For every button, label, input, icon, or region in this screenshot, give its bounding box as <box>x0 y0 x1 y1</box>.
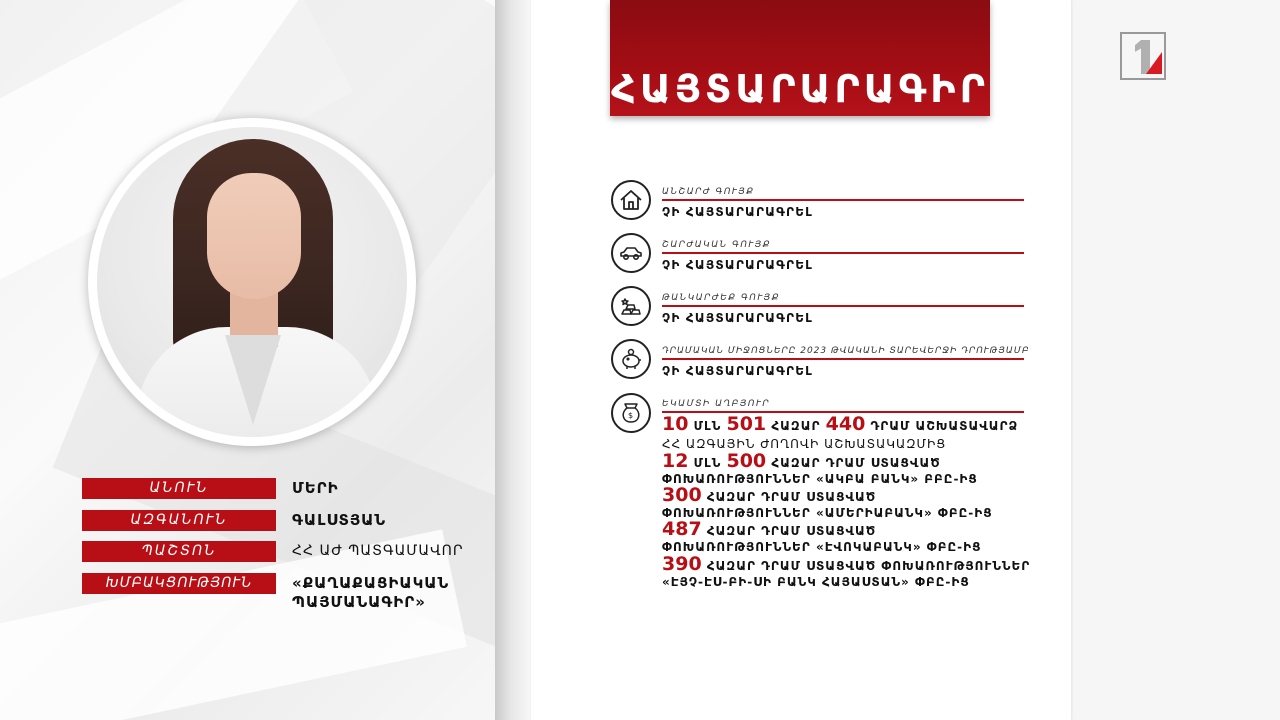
channel-one-logo <box>1120 32 1166 80</box>
faction-label: ԽՄԲԱԿՑՈՒԹՅՈՒՆ <box>82 573 276 594</box>
income-source-label: ԵԿԱՄՏԻ ԱՂԲՅՈՒՐ <box>662 399 771 409</box>
divider-line <box>662 305 1024 307</box>
income-amount: 500 <box>726 450 767 472</box>
income-amount: 487 <box>662 518 702 540</box>
svg-text:$: $ <box>628 411 634 420</box>
real-estate-value: ՉԻ ՀԱՅՏԱՐԱՐԱԳՐԵԼ <box>662 205 814 219</box>
title-banner <box>610 0 990 116</box>
income-unit: ՄԼՆ <box>693 456 722 470</box>
logo-numeral <box>1135 40 1150 74</box>
income-description: ՀԱԶԱՐ ԴՐԱՄ ՍՏԱՑՎԱԾ <box>771 456 941 470</box>
faction-value-line2: ՊԱՅՄԱՆԱԳԻՐ» <box>292 593 426 611</box>
portrait-photo <box>97 127 407 437</box>
surname-value: ԳԱԼՍՏՅԱՆ <box>292 511 387 529</box>
income-description: ՀԱԶԱՐ ԴՐԱՄ ՍՏԱՑՎԱԾ <box>706 490 877 504</box>
portrait-face <box>207 173 301 299</box>
income-amount: 300 <box>662 484 702 506</box>
position-label: ՊԱՇՏՈՆ <box>82 541 276 562</box>
faction-value-line1: «ՔԱՂԱՔԱՑԻԱԿԱՆ <box>292 574 450 592</box>
income-entry-4 <box>662 518 877 540</box>
income-amount: 440 <box>825 413 866 435</box>
income-description: ՀԱԶԱՐ ԴՐԱՄ ՍՏԱՑՎԱԾ ՓՈԽԱՌՈՒԹՅՈՒՆՆԵՐ <box>706 559 1031 573</box>
vehicles-label: ՇԱՐԺԱԿԱՆ ԳՈՒՅՔ <box>662 240 772 250</box>
real-estate-label: ԱՆՇԱՐԺ ԳՈՒՅՔ <box>662 187 755 197</box>
cash-funds-label: ԴՐԱՄԱԿԱՆ ՄԻՋՈՑՆԵՐԸ 2023 ԹՎԱԿԱՆԻ ՏԱՐԵՎԵՐՋԻ ԴՐՈՒԹՅԱՄԲ <box>662 346 1030 356</box>
income-unit: ՄԼՆ <box>693 419 722 433</box>
valuables-value: ՉԻ ՀԱՅՏԱՐԱՐԱԳՐԵԼ <box>662 311 814 325</box>
divider-line <box>662 199 1024 201</box>
income-description: ՀԱԶԱՐ ԴՐԱՄ ՍՏԱՑՎԱԾ <box>706 524 877 538</box>
surname-label: ԱԶԳԱՆՈՒՆ <box>82 510 276 531</box>
income-entry-5-source: «ԷՅՉ-ԷՍ-ԲԻ-ՍԻ ԲԱՆԿ ՀԱՅԱՍՏԱՆ» ՓԲԸ-ԻՑ <box>662 575 970 589</box>
income-entry-4-source: ՓՈԽԱՌՈՒԹՅՈՒՆՆԵՐ «ԷՎՈԿԱԲԱՆԿ» ՓԲԸ-ԻՑ <box>662 540 982 554</box>
income-entry-3 <box>662 484 877 506</box>
income-description: ԴՐԱՄ ԱՇԽԱՏԱՎԱՐՁ <box>870 419 1019 433</box>
vehicles-value: ՉԻ ՀԱՅՏԱՐԱՐԱԳՐԵԼ <box>662 258 814 272</box>
divider-line <box>662 358 1024 360</box>
income-entry-3-source: ՓՈԽԱՌՈՒԹՅՈՒՆՆԵՐ «ԱՄԵՐԻԱԲԱՆԿ» ՓԲԸ-ԻՑ <box>662 506 993 520</box>
gold-bars-icon <box>611 286 651 326</box>
house-icon <box>611 180 651 220</box>
income-entry-1-source: ՀՀ ԱԶԳԱՅԻՆ ԺՈՂՈՎԻ ԱՇԽԱՏԱԿԱԶՄԻՑ <box>662 437 947 451</box>
page-title: ՀԱՅՏԱՐԱՐԱԳԻՐ <box>611 67 989 111</box>
income-unit: ՀԱԶԱՐ <box>771 419 821 433</box>
income-amount: 501 <box>726 413 767 435</box>
income-entry-1 <box>662 413 1019 435</box>
income-entry-2 <box>662 450 941 472</box>
income-entry-2-source: ՓՈԽԱՌՈՒԹՅՈՒՆՆԵՐ «ԱԿԲԱ ԲԱՆԿ» ԲԲԸ-ԻՑ <box>662 472 978 486</box>
income-amount: 12 <box>662 450 689 472</box>
position-value: ՀՀ ԱԺ ՊԱՏԳԱՄԱՎՈՐ <box>292 543 464 559</box>
divider-line <box>662 252 1024 254</box>
name-value: ՄԵՐԻ <box>292 479 339 497</box>
valuables-label: ԹԱՆԿԱՐԺԵՔ ԳՈՒՅՔ <box>662 293 781 303</box>
car-icon <box>611 233 651 273</box>
income-entry-5 <box>662 553 1031 575</box>
income-amount: 10 <box>662 413 689 435</box>
page-fold-shadow <box>495 0 529 720</box>
income-amount: 390 <box>662 553 702 575</box>
name-label: ԱՆՈՒՆ <box>82 478 276 499</box>
cash-funds-value: ՉԻ ՀԱՅՏԱՐԱՐԱԳՐԵԼ <box>662 364 814 378</box>
piggy-bank-icon <box>611 339 651 379</box>
money-bag-icon <box>611 393 651 433</box>
